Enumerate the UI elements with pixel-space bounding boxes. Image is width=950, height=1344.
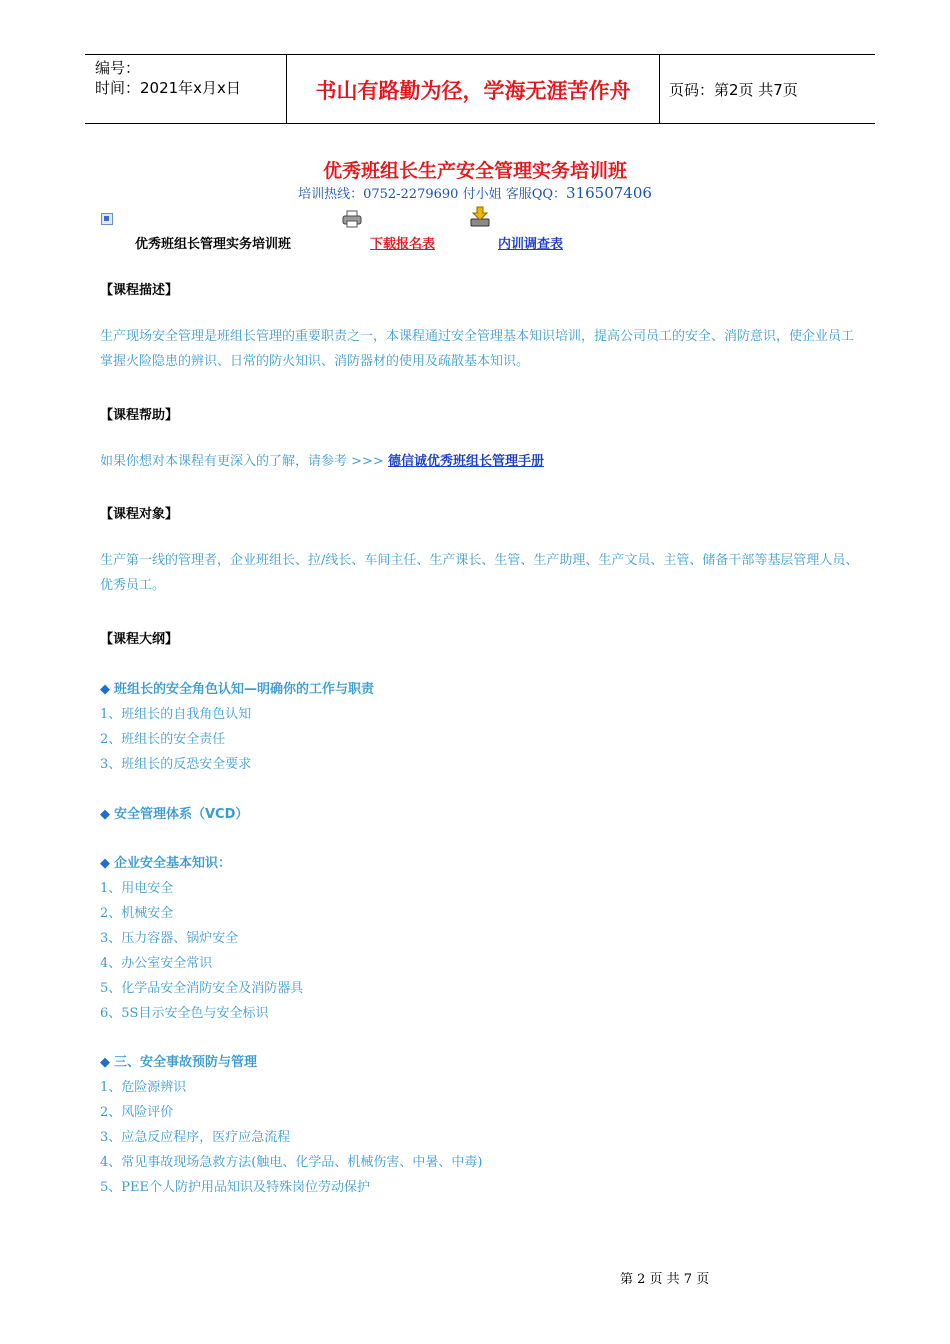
list-item: 2、机械安全 <box>100 906 174 921</box>
course-name-label: 优秀班组长管理实务培训班 <box>135 237 292 252</box>
help-text: 如果你想对本课程有更深入的了解，请参考 >>> <box>100 454 388 469</box>
section-title-target: 【课程对象】 <box>100 507 179 522</box>
list-item: 1、危险源辨识 <box>100 1080 187 1095</box>
list-item: 2、班组长的安全责任 <box>100 732 226 747</box>
outline-heading: ◆ 安全管理体系（VCD） <box>100 807 249 822</box>
course-description: 生产现场安全管理是班组长管理的重要职责之一，本课程通过安全管理基本知识培训，提高公司员工的安全、消防意识，使企业员工掌握火险隐患的辨识、日常的防火知识、消防器材的使用及疏散基本知识。 <box>100 329 855 369</box>
header-page-info: 页码：第2页 共7页 <box>669 81 798 99</box>
diamond-bullet-icon: ◆ <box>100 807 110 822</box>
outline-heading: ◆ 企业安全基本知识： <box>100 856 232 871</box>
image-placeholder-icon <box>101 213 113 225</box>
course-help <box>100 449 860 474</box>
hotline-text: 培训热线：0752-2279690 付小姐 客服QQ： <box>298 187 567 202</box>
page-footer: 第 2 页 共 7 页 <box>620 1272 710 1287</box>
page-title: 优秀班组长生产安全管理实务培训班 <box>322 160 627 182</box>
hotline <box>0 183 950 202</box>
list-item: 1、用电安全 <box>100 881 174 896</box>
header-meta <box>95 58 241 98</box>
list-item: 5、化学品安全消防安全及消防器具 <box>100 981 304 996</box>
list-item: 4、常见事故现场急救方法(触电、化学品、机械伤害、中暑、中毒) <box>100 1155 483 1170</box>
list-item: 3、班组长的反恐安全要求 <box>100 757 252 772</box>
course-target: 生产第一线的管理者，企业班组长、拉/线长、车间主任、生产课长、生管、生产助理、生产文员、主管、储备干部等基层管理人员、优秀员工。 <box>100 553 859 593</box>
section-title-description: 【课程描述】 <box>100 283 179 298</box>
list-item: 2、风险评价 <box>100 1105 174 1120</box>
header-divider <box>659 55 660 123</box>
diamond-bullet-icon: ◆ <box>100 856 110 871</box>
outline-heading: ◆ 班组长的安全角色认知—明确你的工作与职责 <box>100 682 375 697</box>
manual-link[interactable]: 德信诚优秀班组长管理手册 <box>387 454 544 469</box>
section-title-outline: 【课程大纲】 <box>100 632 179 647</box>
list-item: 3、应急反应程序，医疗应急流程 <box>100 1130 291 1145</box>
diamond-bullet-icon: ◆ <box>100 1055 110 1070</box>
number-label: 编号： <box>95 59 141 77</box>
download-form-link[interactable]: 下载报名表 <box>370 237 436 252</box>
list-item: 4、办公室安全常识 <box>100 956 213 971</box>
outline-heading: ◆ 三、安全事故预防与管理 <box>100 1055 258 1070</box>
list-item: 6、5S目示安全色与安全标识 <box>100 1006 269 1021</box>
diamond-bullet-icon: ◆ <box>100 682 110 697</box>
download-icon[interactable] <box>469 206 491 228</box>
list-item: 3、压力容器、锅炉安全 <box>100 931 239 946</box>
header-motto: 书山有路勤为径，学海无涯苦作舟 <box>315 79 631 103</box>
qq-number: 316507406 <box>566 184 652 202</box>
list-item: 5、PEE个人防护用品知识及特殊岗位劳动保护 <box>100 1180 370 1195</box>
section-title-help: 【课程帮助】 <box>100 408 179 423</box>
printer-icon[interactable] <box>342 210 362 228</box>
survey-form-link[interactable]: 内训调查表 <box>498 237 564 252</box>
page-header <box>85 54 875 124</box>
time-label: 时间：2021年x月x日 <box>95 79 241 97</box>
list-item: 1、班组长的自我角色认知 <box>100 707 252 722</box>
